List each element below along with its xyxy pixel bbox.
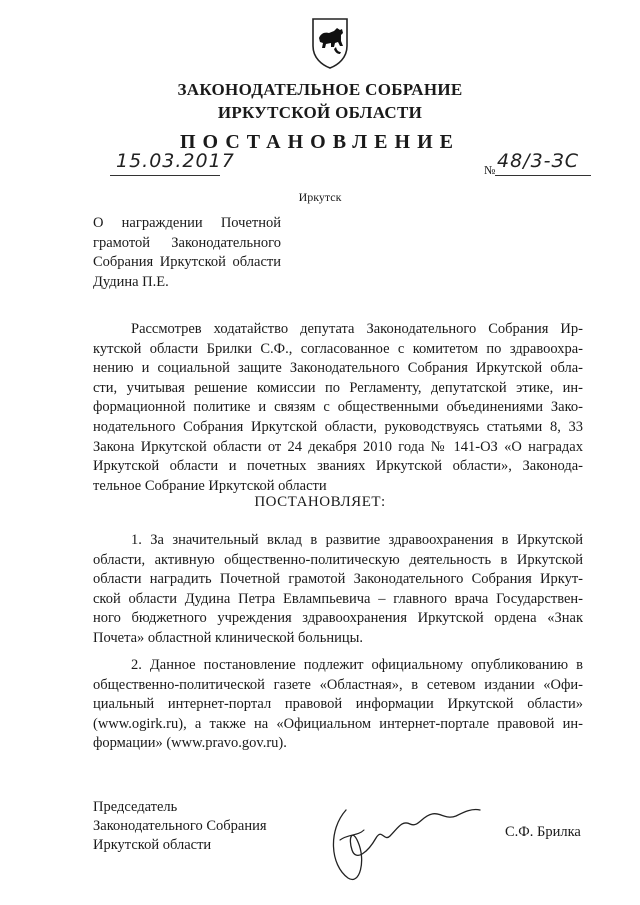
signatory-name: С.Ф. Брилка — [505, 824, 581, 840]
coat-of-arms-icon — [310, 16, 350, 70]
signatory-title — [93, 798, 267, 855]
document-date: 15.03.2017 — [116, 150, 235, 172]
paragraph-line: тельное Собрание Иркутской области — [93, 477, 327, 494]
paragraph-line: 1. За значительный вклад в развитие здравоохранения в Иркутской — [131, 532, 583, 548]
resolve-heading: ПОСТАНОВЛЯЕТ: — [254, 494, 386, 510]
item-2-paragraph — [93, 656, 583, 754]
item-1-paragraph — [93, 531, 583, 649]
number-underline — [495, 175, 591, 176]
paragraph-line: ской области Дудина Петра Евлампьевича – главного врача Государствен- — [93, 590, 583, 607]
paragraph-line: формационной политике и связям с общественными объединениями Зако- — [93, 399, 583, 416]
paragraph-line: нению и социальной защите Законодательного Собрания Иркутской обла- — [93, 360, 583, 377]
paragraph-line: Иркутской области и почетных званиях Иркутской области», Законода- — [93, 458, 583, 475]
paragraph-line: области, активную общественно-политическую деятельность в Иркутской — [93, 551, 583, 568]
document-type-title: ПОСТАНОВЛЕНИЕ — [180, 131, 460, 153]
number-label: № — [484, 163, 496, 177]
date-underline — [110, 175, 220, 176]
subject-line: Собрания Иркутской области — [93, 254, 281, 270]
paragraph-line: 2. Данное постановление подлежит официальному опубликованию в — [131, 657, 583, 673]
paragraph-line: формации» (www.pravo.gov.ru). — [93, 735, 287, 752]
organization-name-line2: ИРКУТСКОЙ ОБЛАСТИ — [217, 103, 423, 122]
signatory-title-line: Иркутской области — [93, 837, 212, 853]
document-number: 48/3-ЗС — [497, 150, 579, 172]
paragraph-line: общественно-политической газете «Областная», в сетевом издании «Офи- — [93, 676, 583, 693]
subject-line: Дудина П.Е. — [93, 273, 169, 290]
subject-line: О награждении Почетной — [93, 215, 281, 231]
paragraph-line: Почета» областной клинической больницы. — [93, 629, 363, 646]
paragraph-line: кутской области Брилки С.Ф., согласованное с комитетом по здравоохра- — [93, 340, 583, 357]
paragraph-line: Закона Иркутской области от 24 декабря 2010 года № 141-ОЗ «О наградах — [93, 438, 583, 455]
paragraph-line: сти, учитывая решение комиссии по Регламенту, депутатской этике, ин- — [93, 379, 583, 396]
paragraph-line: ного бюджетного учреждения здравоохранения Иркутской ордена «Знак — [93, 610, 583, 627]
paragraph-line: циальный интернет-портал правовой информации Иркутской области» — [93, 696, 583, 713]
organization-name-line1: ЗАКОНОДАТЕЛЬНОЕ СОБРАНИЕ — [177, 80, 463, 99]
preamble-paragraph — [93, 320, 583, 496]
subject-line: грамотой Законодательного — [93, 234, 281, 251]
city-name: Иркутск — [298, 190, 342, 204]
paragraph-line: нодательного Собрания Иркутской области, руководствуясь статьями 8, 33 — [93, 418, 583, 435]
paragraph-line: (www.ogirk.ru), а также на «Официальном интернет-портале правовой ин- — [93, 715, 583, 732]
document-subject — [93, 214, 281, 292]
paragraph-line: области наградить Почетной грамотой Законодательного Собрания Иркут- — [93, 571, 583, 588]
signatory-title-line: Законодательного Собрания — [93, 818, 267, 834]
handwritten-signature — [318, 790, 498, 890]
paragraph-line: Рассмотрев ходатайство депутата Законодательного Собрания Ир- — [131, 321, 583, 337]
signatory-title-line: Председатель — [93, 799, 178, 815]
